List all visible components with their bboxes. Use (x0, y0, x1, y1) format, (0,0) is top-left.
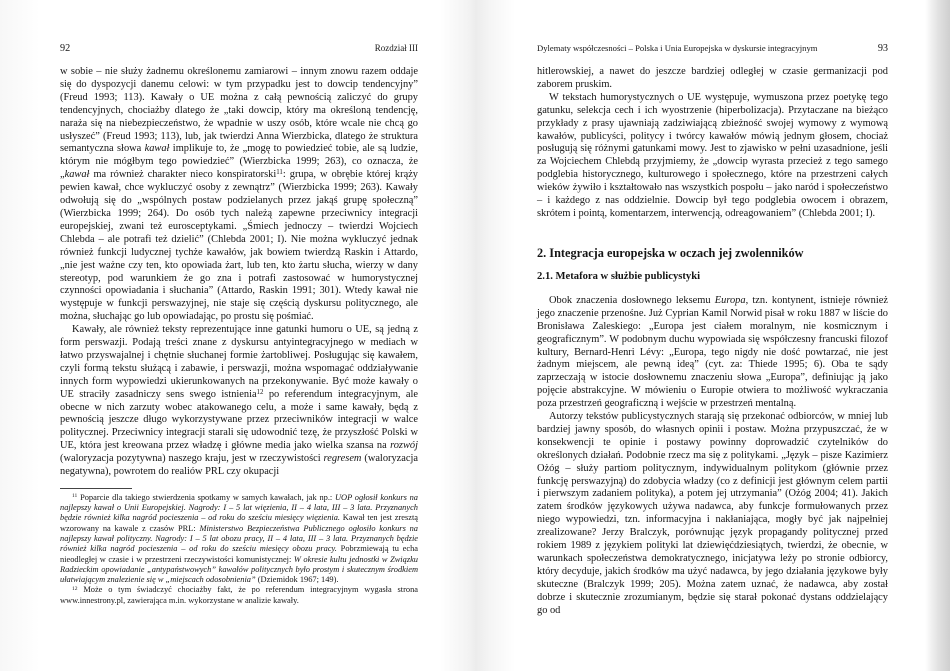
italic-text: Europa (714, 294, 746, 306)
right-running-header (537, 43, 888, 57)
text-run: w sobie – nie służy żadnemu określonemu zamiarowi – innym znowu razem oddaje się do dyspozycji danemu celowi: w tym przypadku jest to dowcip tendencyjny” (Freud 1993; 113). Kawały o UE można z całą pewnością zaliczyć do grupy tendencyjnych, chociażby dlatego że „taki dowcip, który ma określoną tendencję, naraża się na niebezpieczeństwo, że wpadnie w uszy osób, które wcale nie chcą go usłyszeć” (Freud 1993; 113), lub, jak twierdzi Anna Wierzbicka, dlatego że struktura semantyczna słowa (60, 66, 418, 155)
italic-text: kawał (64, 169, 90, 181)
italic-text: kawał (144, 143, 170, 155)
text-run: Pobrzmiewają tu echa nieodległej w czasie i w przestrzeni rzeczywistości komunistycznej: (60, 544, 419, 564)
italic-text: W okresie kultu jednostki w Związku Radzieckim opowiadanie „antypaństwowych” kawałów politycznych było prostym i skutecznym środkiem ułatwiającym znalezienie się w „miejscach odosobnienia” (60, 554, 418, 585)
text-run: Autorzy tekstów publicystycznych starają się przekonać odbiorców, w mniej lub bardziej jawny sposób, do własnych opinii i postaw. Można przypuszczać, że w konsekwencji te opinie i postawy powinny doprowadzić czytelników do określonych działań. Podobnie rzecz ma się z politykami. „Język – pisze Kazimierz Ożóg – służy partiom politycznym, indywidualnym politykom (głównie przez funkcję perswazyjną) do zdobycia władzy (co z definicji jest głównym celem partii i pierwszym zadaniem polityka), a potem jej utrzymania” (Ożóg 2004; 41). Jakich zatem środków językowych używa nadawca, aby funkcje formułowanych przez niego wypowiedzi, tzn. informacyjna i nakłaniająca, mogły być jak najpełniej zrealizowane? Jerzy Bralczyk, porównując język propagandy politycznej przed rokiem 1989 z językiem polityki lat dziewięćdziesiątych, twierdzi, że obecnie, w warunkach społeczeństwa demokratycznego, inicjatywa leży po stronie odbiorcy, który decyduje, jakich środków ma użyć nadawca, by jego działania językowe były skuteczne (Bralczyk 1999; 205). Można zatem uznać, że nadawca, aby został dobrze i skutecznie zrozumianym, będzie się starał pokonać dystans oddzielający go od (537, 411, 888, 616)
footnote (60, 585, 418, 606)
footnotes (60, 488, 418, 606)
footnote-marker: 12 (256, 388, 264, 396)
text-run: Może o tym świadczyć chociażby fakt, że po referendum integracyjnym wygasła strona www.innestrony.pl, zawierająca m.in. wykorzystane w analizie kawały. (60, 585, 418, 605)
text-run: Kawał ten jest zresztą wzorowany na kawale z czasów PRL: (60, 513, 418, 533)
text-run: Kawały, ale również teksty reprezentujące inne gatunki humoru o UE, są jedną z form perswazji. Podają treści znane z dyskursu antyintegracyjnego w mediach w łatwo przyswajalnej i chętnie słuchanej formie żartobliwej. Posługując się kawałem, czyli formą tekstu służącą i zabawie, i perswazji, można wspomagać oddziaływanie innych form wypowiedzi ukierunkowanych na przekonywanie. Być może kawały o UE straciły zasadniczy sens swego istnienia (60, 324, 418, 400)
text-run: ma również charakter nieco konspiratorski (89, 169, 277, 181)
section-heading: 2. Integracja europejska w oczach jej zwolenników (537, 245, 804, 260)
right-page-body (537, 66, 888, 618)
text-run: (Dziemidok 1967; 149). (255, 575, 339, 585)
body-paragraph (537, 295, 888, 411)
body-paragraph (60, 324, 418, 479)
text-run: W tekstach humorystycznych o UE występuje, wymuszona przez poetykę tego gatunku, selekcja cech i ich wyostrzenie (hiperbolizacja). Przytaczane na bieżąco przykłady z prasy ujawniają zadziwiającą zbieżność swojej wymowy z wymową kawałów, publicyści, politycy i twórcy kawałów mówią jednym głosem, chociaż posługują się różnymi gatunkami mowy. Jest to zjawisko w pełni uzasadnione, jeśli za Wojciechem Chlebdą przyjmiemy, że „dowcip wyrasta przecież z tego samego podglebia historycznego, kulturowego i społecznego, które na przestrzeni całych wieków żywiło i kształtowało nas wszystkich pospołu – jako naród i społeczeństwo – i każdego z nas oddzielnie. Dowcip był tego podglebia owocem i obrazem, skrótem i pointą, komentarzem, interwencją, odreagowaniem” (Chlebda 2001; I). (537, 91, 888, 219)
footnote-rule (60, 488, 132, 489)
italic-text: rozwój (390, 440, 418, 452)
text-run: hitlerowskiej, a nawet do jeszcze bardziej odległej w czasie germanizacji pod zaborem pruskim. (537, 66, 888, 90)
left-running-header (60, 43, 418, 57)
page-number: 92 (60, 43, 71, 54)
text-run: Poparcie dla takiego stwierdzenia spotkamy w samych kawałach, jak np.: (77, 492, 335, 502)
footnote-marker: 11 (72, 493, 78, 500)
italic-text: Ministerstwo Bezpieczeństwa Publicznego ogłosiło konkurs na najlepszy kawał polityczny. Nagrody: I – 5 lat obozu pracy, II – 4 lata, III – 3 lata. Przyznanych będzie również kilka nagród pocieszenia – od roku do sześciu miesięcy obozu pracy. (60, 523, 418, 554)
body-paragraph (537, 411, 888, 618)
page-number: 93 (877, 43, 888, 54)
left-page-body (60, 66, 418, 479)
running-head: Rozdział III (374, 43, 418, 53)
body-paragraph (60, 66, 418, 324)
body-paragraph (537, 92, 888, 221)
left-page-column (60, 66, 418, 606)
footnote-marker: 12 (72, 585, 78, 592)
text-run: : grupa, w obrębie której krąży pewien kawał, chce wykluczyć osoby z zewnątrz” (Wierzbicka 1999; 263). Kawały odwołują się do „wspólnych postaw podzielanych przez jakąś grupę społeczną” (Wierzbicka 1999; 264). Do osób tych należą zapewne przeciwnicy integracji europejskiej, zwani też eurosceptykami. „Śmiech jednoczy – twierdzi Wojciech Chlebda – ale potrafi też dzielić” (Chlebda 2001; I). Nie można wykluczyć jednak również funkcji ludycznej tychże kawałów, jak bowiem twierdzą Raskin i Attardo, „nie jest ważne czy ten, kto opowiada żart, lub ten, kto żartu słucha, wierzy w dany stereotyp, pod warunkiem że go zna i potrafi zastosować w humorystycznej czynności opowiadania i słuchania” (Attardo, Raskin 1991; 301). Wtedy kawał nie występuje w funkcji perswazyjnej, nie staje się częścią dyskursu politycznego, ale można, słuchając go lub opowiadając, po prostu się pośmiać. (60, 169, 419, 323)
text-run: (waloryzacja pozytywna) naszego kraju, jest w rzeczywistości (60, 453, 324, 465)
footnote-marker: 11 (276, 169, 283, 177)
text-run: implikuje to, że „mogę to powiedzieć tobie, ale są ludzie, którym nie mógłbym tego powiedzieć” (Wierzbicka 1999; 263), co oznacza, że „ (60, 143, 418, 181)
subsection-heading: 2.1. Metafora w służbie publicystyki (537, 270, 701, 282)
text-run: po referendum integracyjnym, ale obecne w nich zarzuty wobec atakowanego celu, a może i same kawały, będą z pewnością jeszcze długo wykorzystywane przez przeciwników integracji w walce politycznej. Przeciwnicy integracji starali się udowodnić tezę, że przyszłość Polski w UE, która jest kreowana przez władzę i główne media jako wielka szansa na (60, 388, 418, 452)
footnote (60, 493, 418, 586)
italic-text: UOP ogłosił konkurs na najlepszy kawał o Unii Europejskiej. Nagrody: I – 5 lat więzienia, II – 4 lata, III – 3 lata. Przyznanych będzie również kilka nagród pocieszenia – od roku do sześciu miesięcy więzienia. (60, 492, 418, 523)
body-paragraph (537, 66, 888, 92)
text-run: , tzn. kontynent, istnieje również jego znaczenie przenośne. Już Cyprian Kamil Norwid pisał w roku 1887 w liście do Bronisława Zaleskiego: „Europa jest ciałem moralnym, nie kosmicznym i geograficznym”. W podobnym duchu wypowiada się współczesny francuski filozof kultury, Bernard-Henri Lévy: „Europa, tego nigdy nie dość powtarzać, nie jest żadnym miejscem, ale pewną ideą” (cyt. za: Thiede 1995; 6). Oba te sądy zaprzeczają w istocie dosłownemu znaczeniu słowa „Europa”, definiując ją jako pojęcie abstrakcyjne. W mówieniu o Europie otwiera to możliwość wykraczania poza przestrzeń geograficzną i wejście w przestrzeń mentalną. (537, 294, 888, 410)
text-run: Obok znaczenia dosłownego leksemu (549, 294, 715, 306)
running-head: Dylematy współczesności – Polska i Unia Europejska w dyskursie integracyjnym (537, 43, 818, 53)
text-run: (waloryzacja negatywna), powrotem do realiów PRL czy okupacji (60, 453, 419, 478)
italic-text: regresem (323, 453, 362, 465)
